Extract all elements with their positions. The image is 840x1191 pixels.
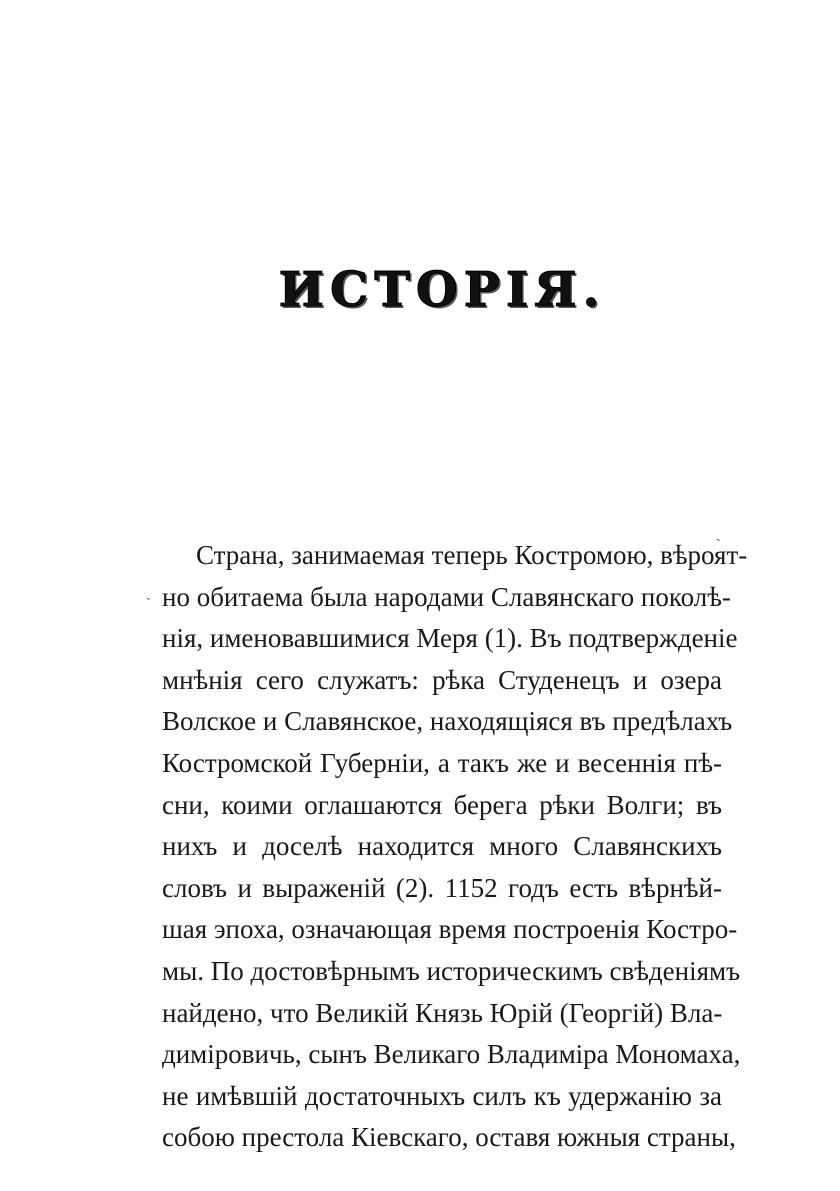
text-line: мы. По достовѣрнымъ историческимъ свѣденіямъ bbox=[162, 955, 741, 986]
text-line: нія, именовавшимися Меря (1). Въ подтвержденіе bbox=[162, 623, 738, 654]
ink-mark: ˎ bbox=[716, 527, 721, 542]
chapter-title: ИСТОРІЯ. bbox=[278, 262, 606, 318]
text-line: нихъ и доселѣ находится много Славянскихъ bbox=[162, 831, 722, 862]
body-paragraph bbox=[162, 535, 748, 1159]
text-line: не имѣвшій достаточныхъ силъ къ удержанію за bbox=[162, 1080, 722, 1111]
text-line: словъ и выраженій (2). 1152 годъ есть вѣрнѣй- bbox=[162, 872, 722, 903]
text-line: собою престола Кіевскаго, оставя южныя страны, bbox=[162, 1122, 736, 1153]
text-line: сни, коими оглашаются берега рѣки Волги; въ bbox=[162, 789, 722, 820]
text-line: найдено, что Великій Князь Юрій (Георгій) Вла- bbox=[162, 997, 723, 1028]
text-line: Волское и Славянское, находящіяся въ предѣлахъ bbox=[162, 706, 733, 737]
text-line: Страна, занимаемая теперь Костромою, вѣроят- bbox=[196, 540, 748, 570]
text-line: Костромской Губерніи, а такъ же и весеннія пѣ- bbox=[162, 747, 722, 778]
text-line: диміровичь, сынъ Великаго Владиміра Мономаха, bbox=[162, 1039, 741, 1070]
ink-mark: ˏ bbox=[146, 586, 151, 601]
text-line: но обитаема была народами Славянскаго поколѣ- bbox=[162, 581, 731, 612]
text-line: шая эпоха, означающая время построенія Костро- bbox=[162, 914, 738, 945]
text-line: мнѣнія сего служатъ: рѣка Студенецъ и озера bbox=[162, 664, 722, 695]
